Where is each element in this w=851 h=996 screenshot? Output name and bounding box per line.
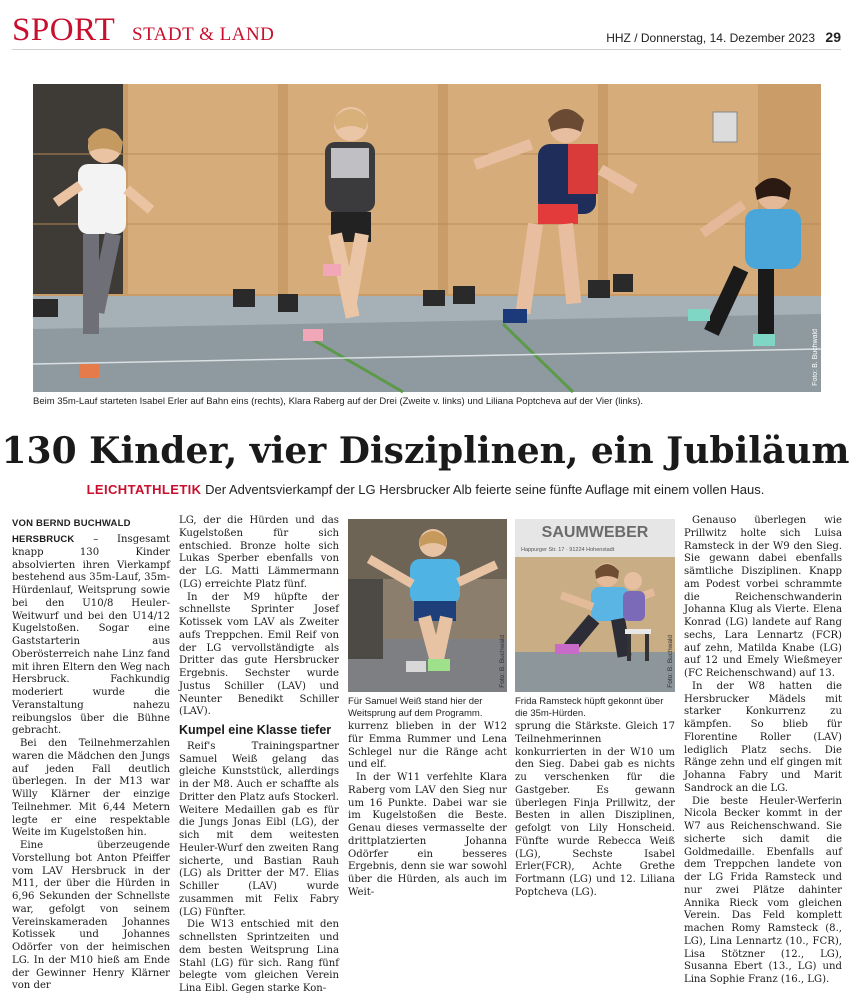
photo-credit: Foto: B. Buchwald xyxy=(812,329,819,386)
paragraph xyxy=(12,534,170,738)
article-column-3 xyxy=(348,721,507,898)
photo-caption: Für Samuel Weiß stand hier der Weitsprung auf dem Programm. xyxy=(348,696,483,719)
photo-credit: Foto: B. Buchwald xyxy=(499,635,506,688)
main-photo xyxy=(33,84,821,392)
article-column-2 xyxy=(179,515,339,994)
photo-frida-ramsteck xyxy=(515,519,675,692)
headline: 130 Kinder, vier Disziplinen, ein Jubiläum xyxy=(1,430,850,472)
photo-caption: Frida Ramsteck hüpft gekonnt über die 35m-Hürden. xyxy=(515,696,664,719)
photo-samuel-weiss xyxy=(348,519,507,692)
page-header xyxy=(12,10,841,50)
paragraph: In der M9 hüpfte der schnellste Sprinter Josef Kotissek vom LAV als Zweiter aufs Treppchen. Emil Reif von der LG vervollständigte als Dritter das gute Hersbrucker Ergebnis. Sechster wurde Justus Schiller (LAV) und Neunter Benedikt Schiller (LAV). xyxy=(179,591,339,718)
article-column-5 xyxy=(684,515,842,985)
paragraph: Eine überzeugende Vorstellung bot Anton Pfeiffer vom LAV Hersbruck in der M11, der über die Hürden in 6,96 Sekunden der Schnellste war, gefolgt von seinem Vereinskameraden Johannes Kotissek und Johannes Odörfer von der heimischen LG. In der M10 hieß am Ende der Gewinner Henry Klärner von der xyxy=(12,840,170,992)
issue-date: HHZ / Donnerstag, 14. Dezember 2023 xyxy=(606,31,815,45)
paragraph: sprung die Stärkste. Gleich 17 Teilnehmerinnen konkurrierten in der W10 um den Sieg. Dabei gab es nichts zu verschenken für die Gastgeber. Es gewann überlegen Finja Prillwitz, der Besten in allen Disziplinen, gefolgt von Lily Honscheid. Fünfte wurde Rebecca Weiß (LG), Sechste Isabel Erler(FCR), Achte Grethe Fortmann (LG) und 12. Liliana Poptcheva (LG). xyxy=(515,721,675,898)
photo-credit: Foto: B. Buchwald xyxy=(667,635,674,688)
kicker: LEICHTATHLETIK xyxy=(86,482,202,497)
article-column-4 xyxy=(515,721,675,898)
page-number: 29 xyxy=(825,29,841,45)
paragraph: LG, der die Hürden und das Kugelstoßen für sich entschied. Bronze holte sich Lukas Sperber ebenfalls von der LG. Matti Lämmermann (LG) erreichte Platz fünf. xyxy=(179,515,339,590)
dateline: HERSBRUCK xyxy=(12,534,75,545)
paragraph: Die W13 entschied mit den schnellsten Sprintzeiten und dem besten Weitsprung Lina Stahl (LG) für sich. Rang fünf belegte vom gleichen Verein Lina Eibl. Gegen starke Kon- xyxy=(179,919,339,994)
banner-small-text: Happurger Str. 17 · 91224 Hohenstadt xyxy=(521,547,615,553)
paragraph: kurrenz blieben in der W12 für Emma Rummer und Lena Schlegel nur die Ränge acht und elf. xyxy=(348,721,507,771)
section-title: SPORT xyxy=(12,12,116,48)
paragraph: In der W11 verfehlte Klara Raberg vom LAV den Sieg nur um 16 Punkte. Dabei war sie im Kugelstoßen die Beste. Genau dieses vermasselte der drittplatzierten Johanna Odörfer ein besseres Ergebnis, denn sie war sowohl über die Hürden, als auch im Weit- xyxy=(348,772,507,898)
paragraph: Genauso überlegen wie Prillwitz holte sich Luisa Ramsteck in der W9 den Sieg. Sie gewann dabei ebenfalls sämtliche Disziplinen. Knapp am Podest vorbei schrammte die Reichenschwanderin Johanna Klug als Vierte. Elena Konrad (LG) landete auf Rang sechs, Lara Lennartz (FCR) auf zehn, Matilda Knabe (LG) auf 12 und Emely Wießmeyer (FC Reichenschwand) auf 13. xyxy=(684,515,842,679)
paragraph: Reif's Trainingspartner Samuel Weiß gelang das gleiche Kunststück, allerdings in der M8. Auch er schaffte als Dritter den Platz aufs Stockerl. Weitere Medaillen gab es für die Jungs Jonas Eibl (LG), der sich mit dem weitesten Heuler-Wurf den zweiten Rang sicherte, und Bastian Rauh (LG) als Dritter der M7. Elias Schiller (LAV) wurde zusammen mit Felix Fabry (LG) Fünfter. xyxy=(179,740,339,918)
paragraph: Bei den Teilnehmerzahlen waren die Mädchen den Jungs auf jeden Fall deutlich überlegen. In der M13 war Willy Klärner der einzige Teilnehmer. Mit 6,44 Metern legte er eine respektable Weite im Kugelstoßen hin. xyxy=(12,738,170,839)
paragraph-text: – Insgesamt knapp 130 Kinder absolvierten ihren Vierkampf bestehend aus 35m-Lauf, 35m-Hürdenlauf, Weitsprung sowie bei den U10/8 Heuler-Weitwurf und bei den U14/12 Kugelstoßen. Sogar eine Gaststarterin aus Oberösterreich nahe Linz fand mit ihren Eltern den Weg nach Hersbruck. Fachkundig moderiert wurde die Veranstaltung nahezu reibungslos über die Bühne gebracht. xyxy=(12,534,170,737)
teaser-line xyxy=(0,482,851,497)
subheading: Kumpel eine Klasse tiefer xyxy=(179,723,332,737)
paragraph: In der W8 hatten die Hersbrucker Mädels mit starker Konkurrenz zu kämpfen. So blieb für Florentine Roller (LAV) lediglich Platz sechs. Die Ränge zehn und elf gingen mit Johanna Fabry und Marit Sandrock an die LG. xyxy=(684,680,842,794)
article-column-1 xyxy=(12,534,170,992)
paragraph: Die beste Heuler-Werferin Nicola Becker kommt in der W7 aus Reichenschwand. Sie sicherte sich damit die Goldmedaille. Ebenfalls auf dem Treppchen landete von der LG Frida Ramsteck und nur zwei Plätze dahinter Annika Rieck vom gleichen Verein. Das Feld komplett machen Romy Ramsteck (8., LG), Lina Lennartz (10., FCR), Lisa Stötzner (12., LG), Susanna Ebert (13., LG) und Lina Sophie Franz (16., LG). xyxy=(684,795,842,985)
byline: VON BERND BUCHWALD xyxy=(12,518,131,529)
main-photo-caption: Beim 35m-Lauf starteten Isabel Erler auf Bahn eins (rechts), Klara Raberg auf der Drei (Zweite v. links) und Liliana Poptcheva auf der Vier (links). xyxy=(33,396,644,407)
teaser: Der Adventsvierkampf der LG Hersbrucker Alb feierte seine fünfte Auflage mit einem vollen Haus. xyxy=(205,482,765,497)
subsection-title: STADT & LAND xyxy=(132,24,275,45)
banner-text: SAUMWEBER xyxy=(541,524,649,541)
